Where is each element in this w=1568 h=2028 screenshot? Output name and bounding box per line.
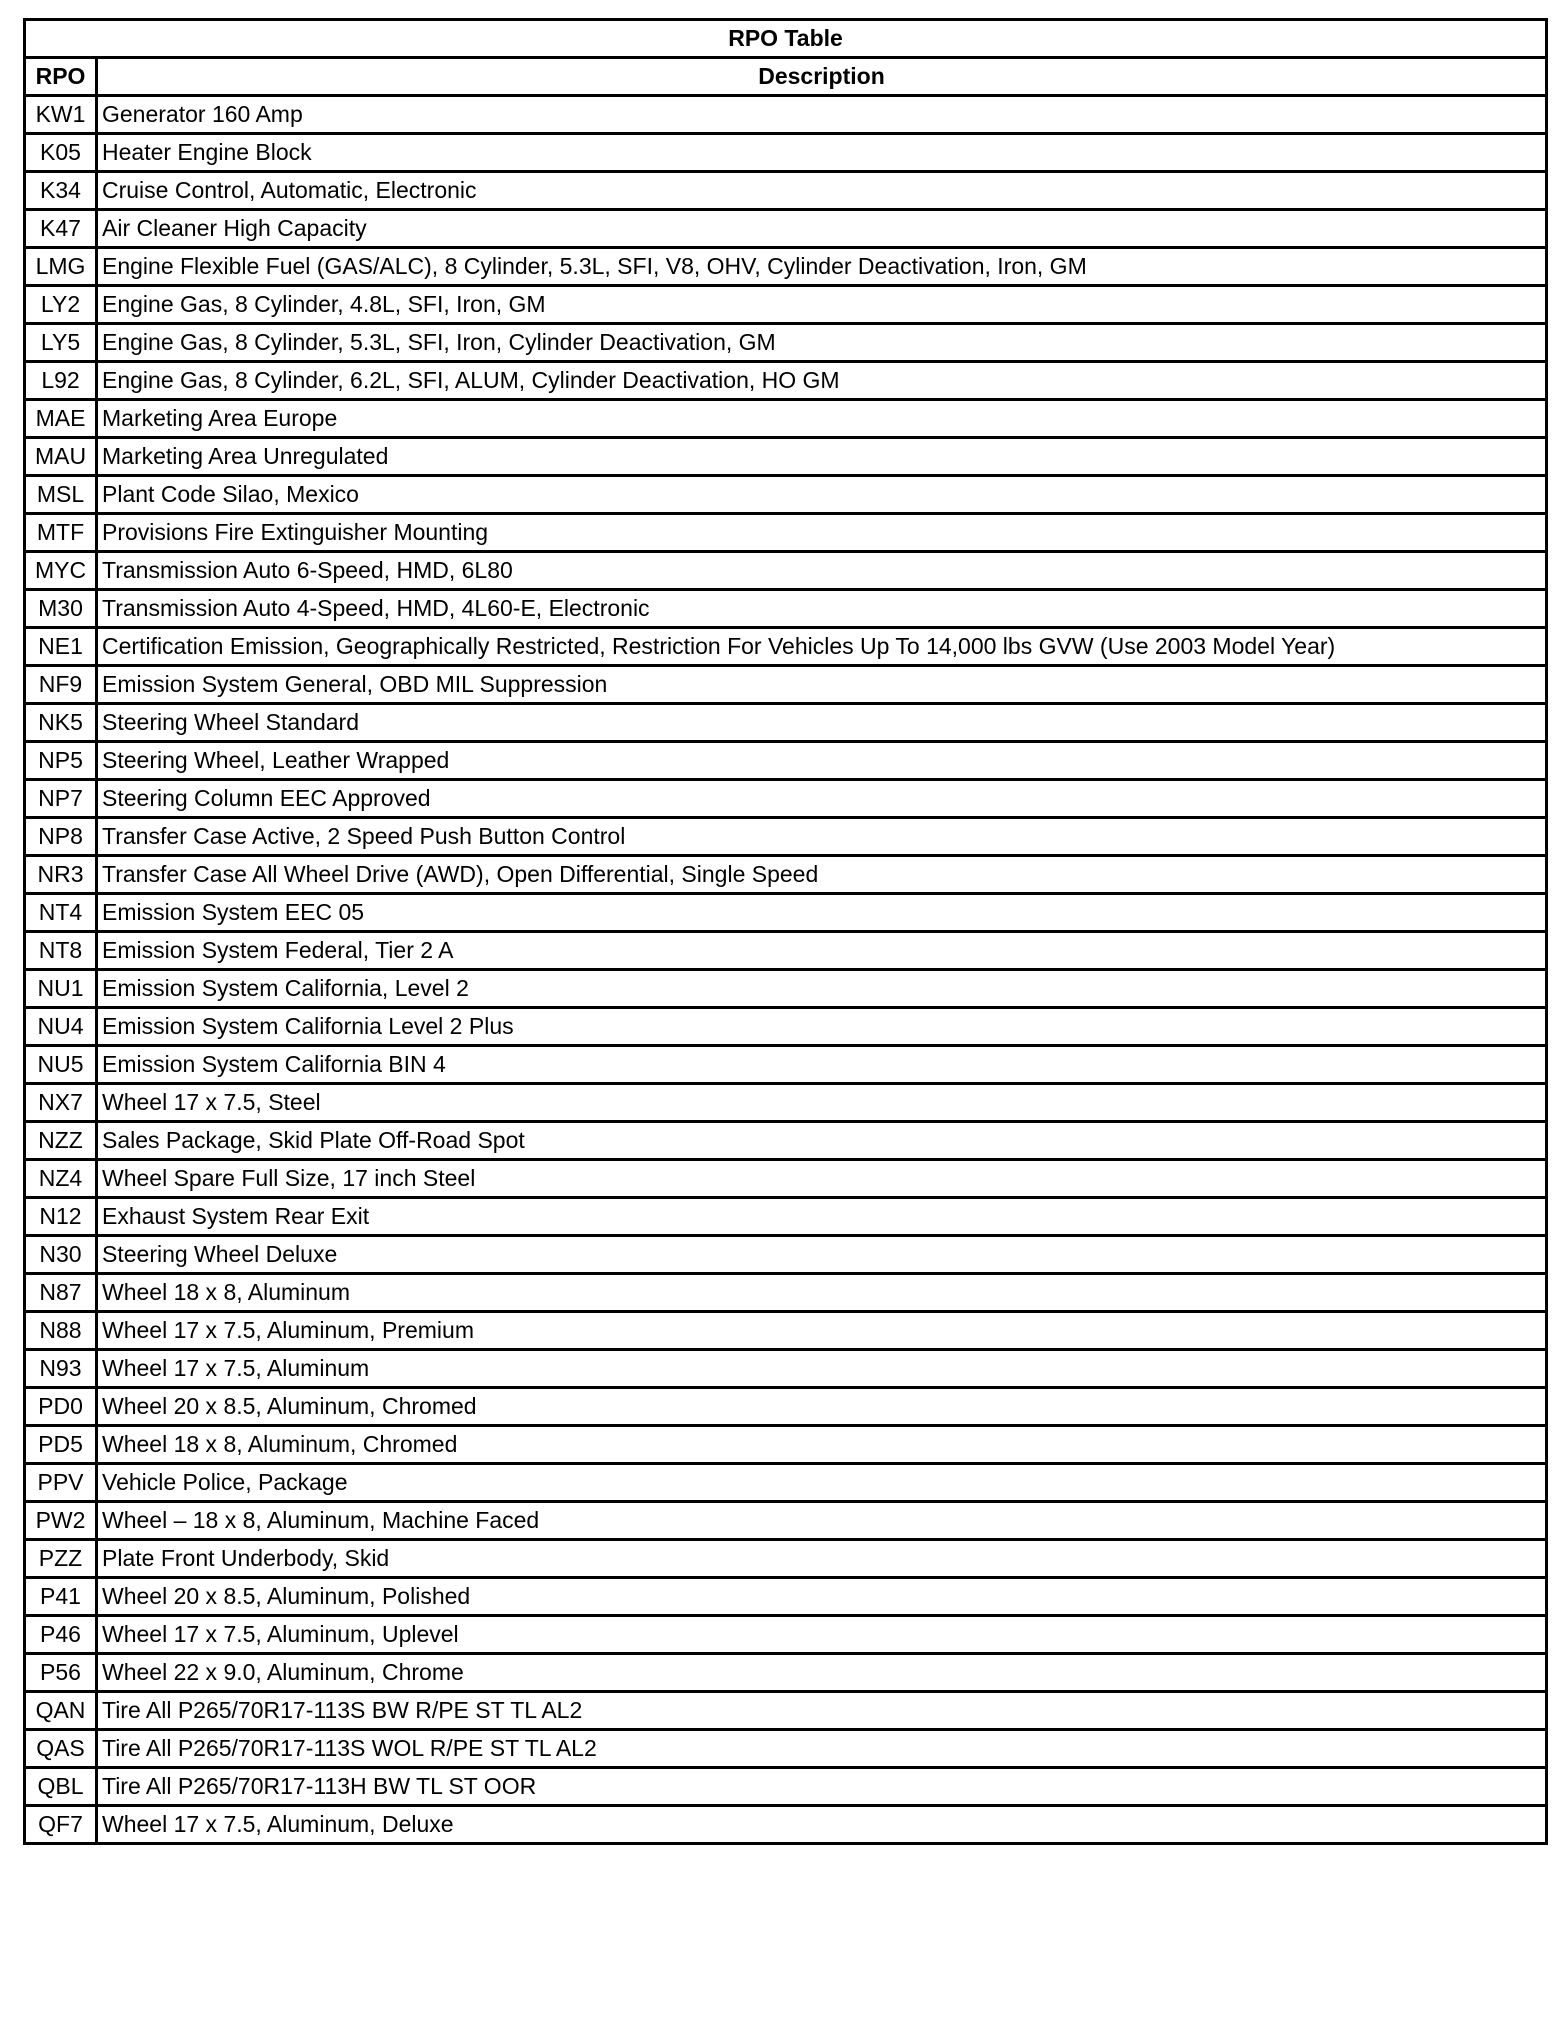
table-row <box>25 1350 1547 1388</box>
rpo-code-cell: K47 <box>25 210 97 248</box>
rpo-code-cell: NU1 <box>25 970 97 1008</box>
rpo-code-cell: PW2 <box>25 1502 97 1540</box>
table-row <box>25 1578 1547 1616</box>
rpo-code-cell: L92 <box>25 362 97 400</box>
rpo-code-cell: LY5 <box>25 324 97 362</box>
rpo-description-cell: Certification Emission, Geographically Restricted, Restriction For Vehicles Up To 14,000 lbs GVW (Use 2003 Model Year) <box>97 628 1547 666</box>
rpo-code-cell: NZZ <box>25 1122 97 1160</box>
table-row <box>25 1806 1547 1844</box>
table-row <box>25 818 1547 856</box>
table-row <box>25 324 1547 362</box>
rpo-code-cell: NP7 <box>25 780 97 818</box>
rpo-code-cell: M30 <box>25 590 97 628</box>
rpo-description-cell: Emission System California BIN 4 <box>97 1046 1547 1084</box>
rpo-code-cell: MTF <box>25 514 97 552</box>
table-title-row <box>25 20 1547 58</box>
table-row <box>25 1312 1547 1350</box>
table-row <box>25 1730 1547 1768</box>
table-row <box>25 248 1547 286</box>
rpo-column-header: RPO <box>25 58 97 96</box>
rpo-description-cell: Air Cleaner High Capacity <box>97 210 1547 248</box>
rpo-code-cell: K34 <box>25 172 97 210</box>
table-row <box>25 1160 1547 1198</box>
rpo-description-cell: Wheel 18 x 8, Aluminum <box>97 1274 1547 1312</box>
rpo-description-cell: Sales Package, Skid Plate Off-Road Spot <box>97 1122 1547 1160</box>
table-row <box>25 1540 1547 1578</box>
table-row <box>25 628 1547 666</box>
table-row <box>25 1008 1547 1046</box>
rpo-code-cell: MAE <box>25 400 97 438</box>
rpo-code-cell: QBL <box>25 1768 97 1806</box>
rpo-description-cell: Transmission Auto 4-Speed, HMD, 4L60-E, Electronic <box>97 590 1547 628</box>
rpo-description-cell: Marketing Area Europe <box>97 400 1547 438</box>
rpo-code-cell: KW1 <box>25 96 97 134</box>
rpo-code-cell: NP5 <box>25 742 97 780</box>
rpo-table <box>23 18 1548 1845</box>
rpo-description-cell: Transfer Case Active, 2 Speed Push Button Control <box>97 818 1547 856</box>
rpo-description-cell: Vehicle Police, Package <box>97 1464 1547 1502</box>
rpo-code-cell: N30 <box>25 1236 97 1274</box>
rpo-code-cell: N87 <box>25 1274 97 1312</box>
rpo-description-cell: Wheel 17 x 7.5, Aluminum <box>97 1350 1547 1388</box>
rpo-description-cell: Generator 160 Amp <box>97 96 1547 134</box>
rpo-code-cell: NX7 <box>25 1084 97 1122</box>
rpo-description-cell: Emission System California, Level 2 <box>97 970 1547 1008</box>
table-row <box>25 1692 1547 1730</box>
rpo-description-cell: Engine Gas, 8 Cylinder, 6.2L, SFI, ALUM, Cylinder Deactivation, HO GM <box>97 362 1547 400</box>
table-row <box>25 1768 1547 1806</box>
rpo-description-cell: Marketing Area Unregulated <box>97 438 1547 476</box>
rpo-code-cell: NP8 <box>25 818 97 856</box>
rpo-code-cell: NR3 <box>25 856 97 894</box>
rpo-code-cell: NE1 <box>25 628 97 666</box>
rpo-code-cell: P46 <box>25 1616 97 1654</box>
table-row <box>25 1654 1547 1692</box>
rpo-description-cell: Heater Engine Block <box>97 134 1547 172</box>
rpo-description-cell: Wheel – 18 x 8, Aluminum, Machine Faced <box>97 1502 1547 1540</box>
table-row <box>25 590 1547 628</box>
rpo-description-cell: Plant Code Silao, Mexico <box>97 476 1547 514</box>
table-title: RPO Table <box>25 20 1547 58</box>
rpo-description-cell: Provisions Fire Extinguisher Mounting <box>97 514 1547 552</box>
rpo-code-cell: NK5 <box>25 704 97 742</box>
table-row <box>25 1274 1547 1312</box>
rpo-description-cell: Emission System Federal, Tier 2 A <box>97 932 1547 970</box>
rpo-code-cell: MAU <box>25 438 97 476</box>
rpo-description-cell: Emission System EEC 05 <box>97 894 1547 932</box>
table-row <box>25 1616 1547 1654</box>
rpo-description-cell: Wheel 17 x 7.5, Aluminum, Deluxe <box>97 1806 1547 1844</box>
table-row <box>25 1122 1547 1160</box>
table-row <box>25 286 1547 324</box>
table-row <box>25 970 1547 1008</box>
table-row <box>25 1046 1547 1084</box>
rpo-description-cell: Plate Front Underbody, Skid <box>97 1540 1547 1578</box>
table-row <box>25 362 1547 400</box>
table-row <box>25 1388 1547 1426</box>
table-row <box>25 210 1547 248</box>
rpo-description-cell: Wheel 20 x 8.5, Aluminum, Chromed <box>97 1388 1547 1426</box>
table-row <box>25 1464 1547 1502</box>
table-row <box>25 400 1547 438</box>
rpo-table-container <box>23 18 1545 1845</box>
rpo-description-cell: Steering Column EEC Approved <box>97 780 1547 818</box>
rpo-code-cell: QAN <box>25 1692 97 1730</box>
rpo-description-cell: Tire All P265/70R17-113S WOL R/PE ST TL AL2 <box>97 1730 1547 1768</box>
rpo-description-cell: Wheel 22 x 9.0, Aluminum, Chrome <box>97 1654 1547 1692</box>
rpo-code-cell: LY2 <box>25 286 97 324</box>
table-row <box>25 1426 1547 1464</box>
rpo-code-cell: N88 <box>25 1312 97 1350</box>
rpo-description-cell: Exhaust System Rear Exit <box>97 1198 1547 1236</box>
rpo-code-cell: MYC <box>25 552 97 590</box>
table-row <box>25 96 1547 134</box>
table-row <box>25 438 1547 476</box>
rpo-code-cell: LMG <box>25 248 97 286</box>
rpo-description-cell: Transmission Auto 6-Speed, HMD, 6L80 <box>97 552 1547 590</box>
rpo-code-cell: QF7 <box>25 1806 97 1844</box>
table-row <box>25 1198 1547 1236</box>
rpo-code-cell: PD5 <box>25 1426 97 1464</box>
rpo-code-cell: NT4 <box>25 894 97 932</box>
rpo-code-cell: NU5 <box>25 1046 97 1084</box>
rpo-description-cell: Steering Wheel Deluxe <box>97 1236 1547 1274</box>
rpo-description-cell: Tire All P265/70R17-113S BW R/PE ST TL AL2 <box>97 1692 1547 1730</box>
table-row <box>25 780 1547 818</box>
table-row <box>25 666 1547 704</box>
rpo-code-cell: PZZ <box>25 1540 97 1578</box>
rpo-description-cell: Engine Gas, 8 Cylinder, 4.8L, SFI, Iron, GM <box>97 286 1547 324</box>
rpo-description-cell: Engine Gas, 8 Cylinder, 5.3L, SFI, Iron, Cylinder Deactivation, GM <box>97 324 1547 362</box>
rpo-code-cell: PPV <box>25 1464 97 1502</box>
rpo-description-cell: Emission System General, OBD MIL Suppression <box>97 666 1547 704</box>
table-row <box>25 1084 1547 1122</box>
rpo-description-cell: Tire All P265/70R17-113H BW TL ST OOR <box>97 1768 1547 1806</box>
rpo-description-cell: Cruise Control, Automatic, Electronic <box>97 172 1547 210</box>
rpo-code-cell: NT8 <box>25 932 97 970</box>
table-row <box>25 514 1547 552</box>
rpo-code-cell: NF9 <box>25 666 97 704</box>
rpo-code-cell: P56 <box>25 1654 97 1692</box>
rpo-description-cell: Wheel 20 x 8.5, Aluminum, Polished <box>97 1578 1547 1616</box>
rpo-code-cell: N12 <box>25 1198 97 1236</box>
rpo-code-cell: N93 <box>25 1350 97 1388</box>
rpo-code-cell: K05 <box>25 134 97 172</box>
rpo-description-cell: Steering Wheel Standard <box>97 704 1547 742</box>
description-column-header: Description <box>97 58 1547 96</box>
rpo-code-cell: QAS <box>25 1730 97 1768</box>
table-row <box>25 134 1547 172</box>
table-row <box>25 552 1547 590</box>
rpo-code-cell: NU4 <box>25 1008 97 1046</box>
rpo-description-cell: Wheel Spare Full Size, 17 inch Steel <box>97 1160 1547 1198</box>
table-header-row <box>25 58 1547 96</box>
rpo-description-cell: Emission System California Level 2 Plus <box>97 1008 1547 1046</box>
rpo-code-cell: P41 <box>25 1578 97 1616</box>
table-row <box>25 1236 1547 1274</box>
rpo-description-cell: Steering Wheel, Leather Wrapped <box>97 742 1547 780</box>
rpo-description-cell: Engine Flexible Fuel (GAS/ALC), 8 Cylinder, 5.3L, SFI, V8, OHV, Cylinder Deactivation, Iron, GM <box>97 248 1547 286</box>
rpo-code-cell: PD0 <box>25 1388 97 1426</box>
table-row <box>25 742 1547 780</box>
rpo-code-cell: NZ4 <box>25 1160 97 1198</box>
table-row <box>25 894 1547 932</box>
rpo-description-cell: Wheel 17 x 7.5, Steel <box>97 1084 1547 1122</box>
rpo-description-cell: Transfer Case All Wheel Drive (AWD), Open Differential, Single Speed <box>97 856 1547 894</box>
table-row <box>25 932 1547 970</box>
rpo-description-cell: Wheel 18 x 8, Aluminum, Chromed <box>97 1426 1547 1464</box>
table-row <box>25 856 1547 894</box>
table-body <box>25 96 1547 1844</box>
table-row <box>25 1502 1547 1540</box>
rpo-description-cell: Wheel 17 x 7.5, Aluminum, Premium <box>97 1312 1547 1350</box>
table-row <box>25 476 1547 514</box>
rpo-description-cell: Wheel 17 x 7.5, Aluminum, Uplevel <box>97 1616 1547 1654</box>
rpo-code-cell: MSL <box>25 476 97 514</box>
table-row <box>25 172 1547 210</box>
table-row <box>25 704 1547 742</box>
